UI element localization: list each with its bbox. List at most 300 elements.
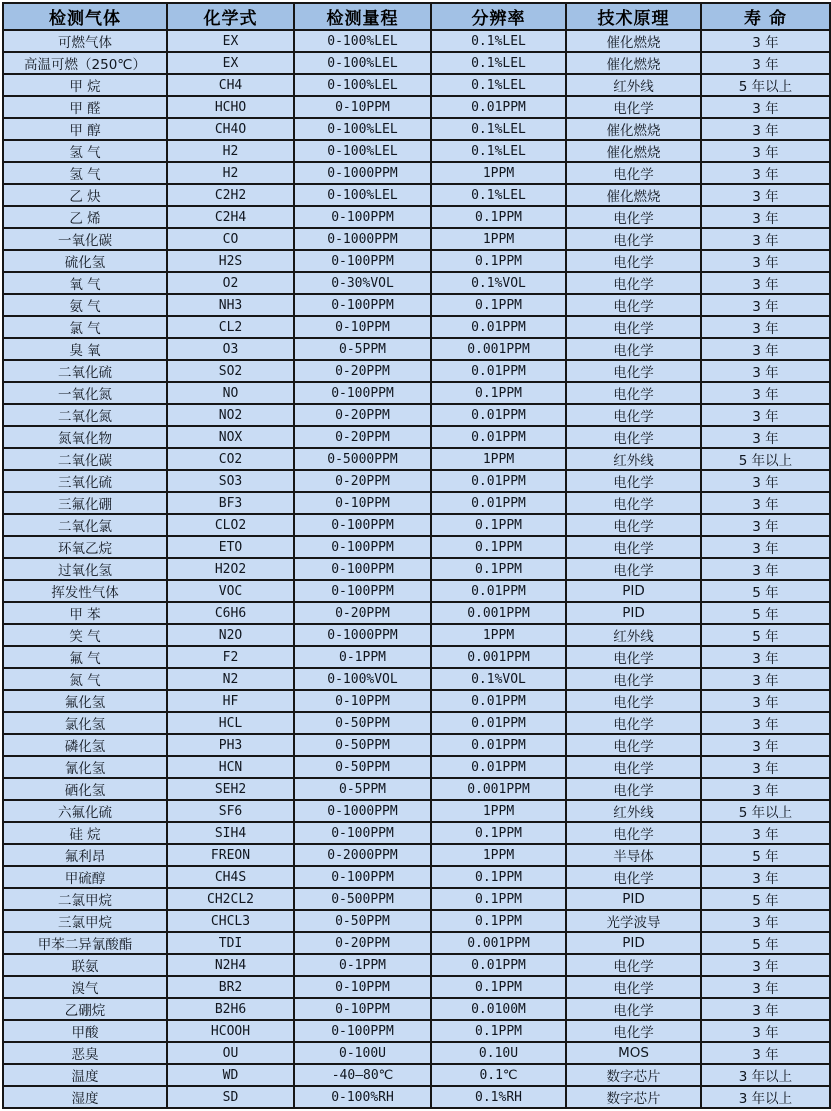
cell-formula: HCHO [167, 96, 294, 118]
cell-resolution: 1PPM [431, 162, 566, 184]
cell-principle: 电化学 [566, 954, 701, 976]
cell-gas: 甲 烷 [3, 74, 167, 96]
cell-formula: N2 [167, 668, 294, 690]
table-row [3, 294, 830, 316]
cell-resolution: 0.1%LEL [431, 140, 566, 162]
cell-range: 0-1000PPM [294, 228, 431, 250]
cell-formula: H2S [167, 250, 294, 272]
cell-resolution: 0.01PPM [431, 580, 566, 602]
header-row [3, 3, 830, 30]
cell-principle: 数字芯片 [566, 1064, 701, 1086]
cell-formula: NO2 [167, 404, 294, 426]
cell-principle: 电化学 [566, 646, 701, 668]
cell-range: 0-10PPM [294, 976, 431, 998]
cell-lifespan: 3 年 [701, 998, 830, 1020]
cell-gas: 氯 气 [3, 316, 167, 338]
cell-gas: 二氧化氮 [3, 404, 167, 426]
cell-lifespan: 3 年 [701, 52, 830, 74]
cell-resolution: 0.1%RH [431, 1086, 566, 1108]
cell-formula: CH4 [167, 74, 294, 96]
cell-gas: 甲 醛 [3, 96, 167, 118]
cell-lifespan: 5 年 [701, 624, 830, 646]
table-row [3, 668, 830, 690]
table-row [3, 492, 830, 514]
table-row [3, 140, 830, 162]
cell-principle: 电化学 [566, 162, 701, 184]
cell-gas: 磷化氢 [3, 734, 167, 756]
cell-lifespan: 3 年 [701, 646, 830, 668]
cell-principle: 半导体 [566, 844, 701, 866]
cell-resolution: 0.01PPM [431, 96, 566, 118]
cell-principle: 电化学 [566, 492, 701, 514]
cell-principle: 催化燃烧 [566, 30, 701, 52]
cell-gas: 可燃气体 [3, 30, 167, 52]
cell-range: 0-100%LEL [294, 52, 431, 74]
cell-formula: BR2 [167, 976, 294, 998]
cell-resolution: 0.1PPM [431, 976, 566, 998]
cell-range: 0-100%LEL [294, 118, 431, 140]
cell-resolution: 1PPM [431, 624, 566, 646]
cell-lifespan: 3 年 [701, 558, 830, 580]
table-row [3, 778, 830, 800]
cell-principle: 电化学 [566, 206, 701, 228]
cell-gas: 氯化氢 [3, 712, 167, 734]
cell-formula: TDI [167, 932, 294, 954]
cell-lifespan: 3 年 [701, 272, 830, 294]
cell-principle: 数字芯片 [566, 1086, 701, 1108]
cell-principle: 电化学 [566, 558, 701, 580]
cell-formula: CH2CL2 [167, 888, 294, 910]
table-row [3, 910, 830, 932]
cell-principle: 电化学 [566, 382, 701, 404]
cell-gas: 氟化氢 [3, 690, 167, 712]
cell-resolution: 0.001PPM [431, 646, 566, 668]
cell-formula: EX [167, 30, 294, 52]
table-row [3, 1042, 830, 1064]
cell-lifespan: 3 年 [701, 778, 830, 800]
cell-lifespan: 3 年 [701, 910, 830, 932]
cell-range: 0-100PPM [294, 382, 431, 404]
cell-lifespan: 3 年 [701, 822, 830, 844]
cell-gas: 三氧化硫 [3, 470, 167, 492]
cell-lifespan: 3 年以上 [701, 1086, 830, 1108]
cell-gas: 氨 气 [3, 294, 167, 316]
cell-range: 0-100%LEL [294, 74, 431, 96]
cell-range: 0-100PPM [294, 536, 431, 558]
cell-resolution: 0.001PPM [431, 338, 566, 360]
cell-principle: PID [566, 602, 701, 624]
cell-lifespan: 3 年 [701, 294, 830, 316]
table-header [3, 3, 830, 30]
cell-lifespan: 3 年 [701, 206, 830, 228]
cell-range: 0-20PPM [294, 404, 431, 426]
cell-formula: HCN [167, 756, 294, 778]
cell-range: 0-1000PPM [294, 162, 431, 184]
cell-principle: 电化学 [566, 756, 701, 778]
table-row [3, 866, 830, 888]
table-row [3, 734, 830, 756]
cell-range: 0-100PPM [294, 206, 431, 228]
cell-lifespan: 5 年以上 [701, 74, 830, 96]
cell-gas: 氮 气 [3, 668, 167, 690]
cell-formula: NH3 [167, 294, 294, 316]
cell-principle: 电化学 [566, 316, 701, 338]
table-row [3, 74, 830, 96]
cell-gas: 硫化氢 [3, 250, 167, 272]
table-row [3, 844, 830, 866]
table-row [3, 536, 830, 558]
cell-principle: 红外线 [566, 800, 701, 822]
cell-resolution: 0.1PPM [431, 910, 566, 932]
cell-lifespan: 3 年 [701, 96, 830, 118]
cell-gas: 六氟化硫 [3, 800, 167, 822]
cell-gas: 甲硫醇 [3, 866, 167, 888]
cell-principle: 电化学 [566, 228, 701, 250]
cell-principle: 电化学 [566, 998, 701, 1020]
table-row [3, 404, 830, 426]
cell-range: 0-2000PPM [294, 844, 431, 866]
cell-formula: HCL [167, 712, 294, 734]
cell-formula: CHCL3 [167, 910, 294, 932]
cell-gas: 三氟化硼 [3, 492, 167, 514]
cell-gas: 一氧化碳 [3, 228, 167, 250]
table-row [3, 712, 830, 734]
table-row [3, 426, 830, 448]
cell-formula: SF6 [167, 800, 294, 822]
cell-gas: 氧 气 [3, 272, 167, 294]
table-row [3, 448, 830, 470]
table-body [3, 30, 830, 1108]
cell-gas: 甲酸 [3, 1020, 167, 1042]
cell-gas: 硅 烷 [3, 822, 167, 844]
gas-sensor-spec-table [2, 2, 831, 1109]
cell-range: 0-50PPM [294, 910, 431, 932]
cell-lifespan: 3 年 [701, 404, 830, 426]
cell-lifespan: 3 年 [701, 316, 830, 338]
cell-formula: FREON [167, 844, 294, 866]
cell-range: 0-20PPM [294, 426, 431, 448]
cell-principle: 电化学 [566, 734, 701, 756]
cell-range: 0-20PPM [294, 932, 431, 954]
cell-resolution: 0.001PPM [431, 778, 566, 800]
table-row [3, 338, 830, 360]
cell-gas: 氟利昂 [3, 844, 167, 866]
cell-principle: 电化学 [566, 866, 701, 888]
cell-lifespan: 5 年 [701, 888, 830, 910]
cell-resolution: 0.1PPM [431, 206, 566, 228]
cell-gas: 溴气 [3, 976, 167, 998]
cell-resolution: 0.1PPM [431, 866, 566, 888]
cell-resolution: 1PPM [431, 228, 566, 250]
cell-gas: 乙硼烷 [3, 998, 167, 1020]
table-row [3, 976, 830, 998]
table-row [3, 646, 830, 668]
cell-formula: CLO2 [167, 514, 294, 536]
cell-range: 0-5PPM [294, 778, 431, 800]
col-header-lifespan: 寿 命 [701, 3, 830, 30]
cell-lifespan: 3 年 [701, 1020, 830, 1042]
cell-range: 0-100%LEL [294, 140, 431, 162]
table-row [3, 96, 830, 118]
cell-gas: 挥发性气体 [3, 580, 167, 602]
cell-lifespan: 3 年 [701, 954, 830, 976]
cell-formula: WD [167, 1064, 294, 1086]
cell-resolution: 0.1PPM [431, 1020, 566, 1042]
cell-range: 0-1PPM [294, 646, 431, 668]
cell-resolution: 0.0100M [431, 998, 566, 1020]
table-row [3, 52, 830, 74]
cell-lifespan: 3 年 [701, 734, 830, 756]
cell-range: 0-100%RH [294, 1086, 431, 1108]
table-row [3, 162, 830, 184]
cell-lifespan: 3 年以上 [701, 1064, 830, 1086]
cell-resolution: 0.1℃ [431, 1064, 566, 1086]
cell-range: 0-20PPM [294, 602, 431, 624]
table-row [3, 360, 830, 382]
table-row [3, 118, 830, 140]
cell-formula: C6H6 [167, 602, 294, 624]
cell-lifespan: 3 年 [701, 492, 830, 514]
cell-formula: HCOOH [167, 1020, 294, 1042]
table-row [3, 690, 830, 712]
cell-resolution: 0.1%LEL [431, 118, 566, 140]
cell-formula: F2 [167, 646, 294, 668]
cell-principle: 电化学 [566, 668, 701, 690]
cell-resolution: 1PPM [431, 800, 566, 822]
cell-lifespan: 3 年 [701, 690, 830, 712]
cell-gas: 二氧化碳 [3, 448, 167, 470]
cell-gas: 笑 气 [3, 624, 167, 646]
cell-lifespan: 5 年 [701, 580, 830, 602]
cell-formula: C2H4 [167, 206, 294, 228]
cell-range: 0-20PPM [294, 470, 431, 492]
cell-formula: HF [167, 690, 294, 712]
cell-gas: 氢 气 [3, 140, 167, 162]
cell-range: 0-1000PPM [294, 800, 431, 822]
cell-formula: O2 [167, 272, 294, 294]
table-row [3, 250, 830, 272]
cell-range: 0-100%VOL [294, 668, 431, 690]
table-row [3, 206, 830, 228]
table-row [3, 932, 830, 954]
cell-formula: N2H4 [167, 954, 294, 976]
cell-resolution: 0.1PPM [431, 822, 566, 844]
cell-range: 0-10PPM [294, 998, 431, 1020]
cell-resolution: 0.1PPM [431, 382, 566, 404]
col-header-formula: 化学式 [167, 3, 294, 30]
cell-lifespan: 5 年 [701, 602, 830, 624]
cell-lifespan: 3 年 [701, 140, 830, 162]
cell-formula: CH4S [167, 866, 294, 888]
cell-lifespan: 3 年 [701, 668, 830, 690]
cell-gas: 二氧化硫 [3, 360, 167, 382]
cell-principle: 电化学 [566, 778, 701, 800]
table-row [3, 624, 830, 646]
cell-formula: NO [167, 382, 294, 404]
cell-range: 0-10PPM [294, 96, 431, 118]
cell-range: 0-100PPM [294, 822, 431, 844]
cell-principle: 电化学 [566, 404, 701, 426]
cell-formula: CO [167, 228, 294, 250]
cell-range: 0-5000PPM [294, 448, 431, 470]
cell-range: 0-1PPM [294, 954, 431, 976]
cell-gas: 乙 炔 [3, 184, 167, 206]
cell-principle: 电化学 [566, 976, 701, 998]
cell-resolution: 0.1PPM [431, 514, 566, 536]
cell-principle: 催化燃烧 [566, 52, 701, 74]
cell-range: -40—80℃ [294, 1064, 431, 1086]
cell-gas: 氰化氢 [3, 756, 167, 778]
table-row [3, 558, 830, 580]
table-row [3, 888, 830, 910]
cell-gas: 三氯甲烷 [3, 910, 167, 932]
cell-range: 0-100PPM [294, 558, 431, 580]
cell-principle: 电化学 [566, 536, 701, 558]
cell-formula: SEH2 [167, 778, 294, 800]
col-header-principle: 技术原理 [566, 3, 701, 30]
cell-range: 0-100PPM [294, 294, 431, 316]
cell-lifespan: 5 年 [701, 932, 830, 954]
cell-formula: EX [167, 52, 294, 74]
cell-gas: 乙 烯 [3, 206, 167, 228]
cell-lifespan: 3 年 [701, 514, 830, 536]
cell-resolution: 0.1PPM [431, 536, 566, 558]
cell-gas: 二氯甲烷 [3, 888, 167, 910]
cell-gas: 二氧化氯 [3, 514, 167, 536]
col-header-range: 检测量程 [294, 3, 431, 30]
cell-gas: 湿度 [3, 1086, 167, 1108]
cell-gas: 臭 氧 [3, 338, 167, 360]
cell-resolution: 0.1%LEL [431, 30, 566, 52]
table-row [3, 228, 830, 250]
table-row [3, 1064, 830, 1086]
cell-resolution: 0.1%LEL [431, 184, 566, 206]
cell-resolution: 0.01PPM [431, 404, 566, 426]
cell-resolution: 0.01PPM [431, 756, 566, 778]
cell-lifespan: 3 年 [701, 118, 830, 140]
cell-range: 0-1000PPM [294, 624, 431, 646]
cell-resolution: 0.1%VOL [431, 668, 566, 690]
cell-resolution: 0.01PPM [431, 690, 566, 712]
table-row [3, 184, 830, 206]
cell-resolution: 0.01PPM [431, 734, 566, 756]
table-row [3, 30, 830, 52]
cell-resolution: 0.1%LEL [431, 52, 566, 74]
cell-range: 0-100%LEL [294, 30, 431, 52]
cell-formula: SO3 [167, 470, 294, 492]
cell-principle: PID [566, 580, 701, 602]
cell-range: 0-100PPM [294, 1020, 431, 1042]
cell-resolution: 0.1PPM [431, 888, 566, 910]
cell-principle: MOS [566, 1042, 701, 1064]
cell-range: 0-50PPM [294, 734, 431, 756]
cell-principle: 红外线 [566, 74, 701, 96]
cell-principle: 红外线 [566, 624, 701, 646]
cell-principle: 电化学 [566, 514, 701, 536]
cell-formula: SO2 [167, 360, 294, 382]
cell-formula: CL2 [167, 316, 294, 338]
cell-lifespan: 3 年 [701, 184, 830, 206]
cell-formula: CH4O [167, 118, 294, 140]
cell-gas: 过氧化氢 [3, 558, 167, 580]
cell-formula: O3 [167, 338, 294, 360]
cell-range: 0-100PPM [294, 580, 431, 602]
cell-range: 0-100PPM [294, 866, 431, 888]
cell-lifespan: 3 年 [701, 382, 830, 404]
cell-resolution: 0.001PPM [431, 602, 566, 624]
cell-resolution: 1PPM [431, 448, 566, 470]
cell-principle: 电化学 [566, 470, 701, 492]
cell-lifespan: 3 年 [701, 866, 830, 888]
cell-lifespan: 3 年 [701, 162, 830, 184]
cell-resolution: 0.01PPM [431, 712, 566, 734]
table-row [3, 470, 830, 492]
table-row [3, 514, 830, 536]
cell-principle: 电化学 [566, 690, 701, 712]
table-row [3, 1020, 830, 1042]
cell-lifespan: 5 年以上 [701, 800, 830, 822]
cell-range: 0-10PPM [294, 690, 431, 712]
cell-range: 0-10PPM [294, 492, 431, 514]
cell-principle: 光学波导 [566, 910, 701, 932]
cell-principle: 电化学 [566, 272, 701, 294]
cell-lifespan: 5 年 [701, 844, 830, 866]
cell-principle: 电化学 [566, 426, 701, 448]
cell-formula: H2 [167, 140, 294, 162]
table-row [3, 822, 830, 844]
cell-formula: N2O [167, 624, 294, 646]
cell-principle: 电化学 [566, 712, 701, 734]
cell-lifespan: 3 年 [701, 228, 830, 250]
table-row [3, 1086, 830, 1108]
cell-principle: 红外线 [566, 448, 701, 470]
cell-principle: 催化燃烧 [566, 140, 701, 162]
cell-resolution: 0.01PPM [431, 954, 566, 976]
cell-principle: PID [566, 932, 701, 954]
cell-resolution: 0.1%LEL [431, 74, 566, 96]
cell-range: 0-100PPM [294, 250, 431, 272]
cell-resolution: 0.01PPM [431, 470, 566, 492]
cell-principle: PID [566, 888, 701, 910]
cell-lifespan: 3 年 [701, 250, 830, 272]
col-header-gas: 检测气体 [3, 3, 167, 30]
cell-gas: 氢 气 [3, 162, 167, 184]
cell-gas: 甲 醇 [3, 118, 167, 140]
table-row [3, 998, 830, 1020]
table-row [3, 602, 830, 624]
cell-lifespan: 5 年以上 [701, 448, 830, 470]
cell-gas: 环氧乙烷 [3, 536, 167, 558]
cell-gas: 一氧化氮 [3, 382, 167, 404]
cell-principle: 电化学 [566, 1020, 701, 1042]
cell-lifespan: 3 年 [701, 536, 830, 558]
cell-gas: 恶臭 [3, 1042, 167, 1064]
cell-resolution: 0.1%VOL [431, 272, 566, 294]
table-row [3, 756, 830, 778]
cell-gas: 氟 气 [3, 646, 167, 668]
cell-formula: H2O2 [167, 558, 294, 580]
cell-lifespan: 3 年 [701, 712, 830, 734]
cell-formula: BF3 [167, 492, 294, 514]
cell-formula: SIH4 [167, 822, 294, 844]
cell-lifespan: 3 年 [701, 756, 830, 778]
cell-gas: 高温可燃（250℃） [3, 52, 167, 74]
cell-resolution: 0.01PPM [431, 316, 566, 338]
cell-lifespan: 3 年 [701, 1042, 830, 1064]
cell-formula: H2 [167, 162, 294, 184]
cell-formula: NOX [167, 426, 294, 448]
cell-gas: 氮氧化物 [3, 426, 167, 448]
